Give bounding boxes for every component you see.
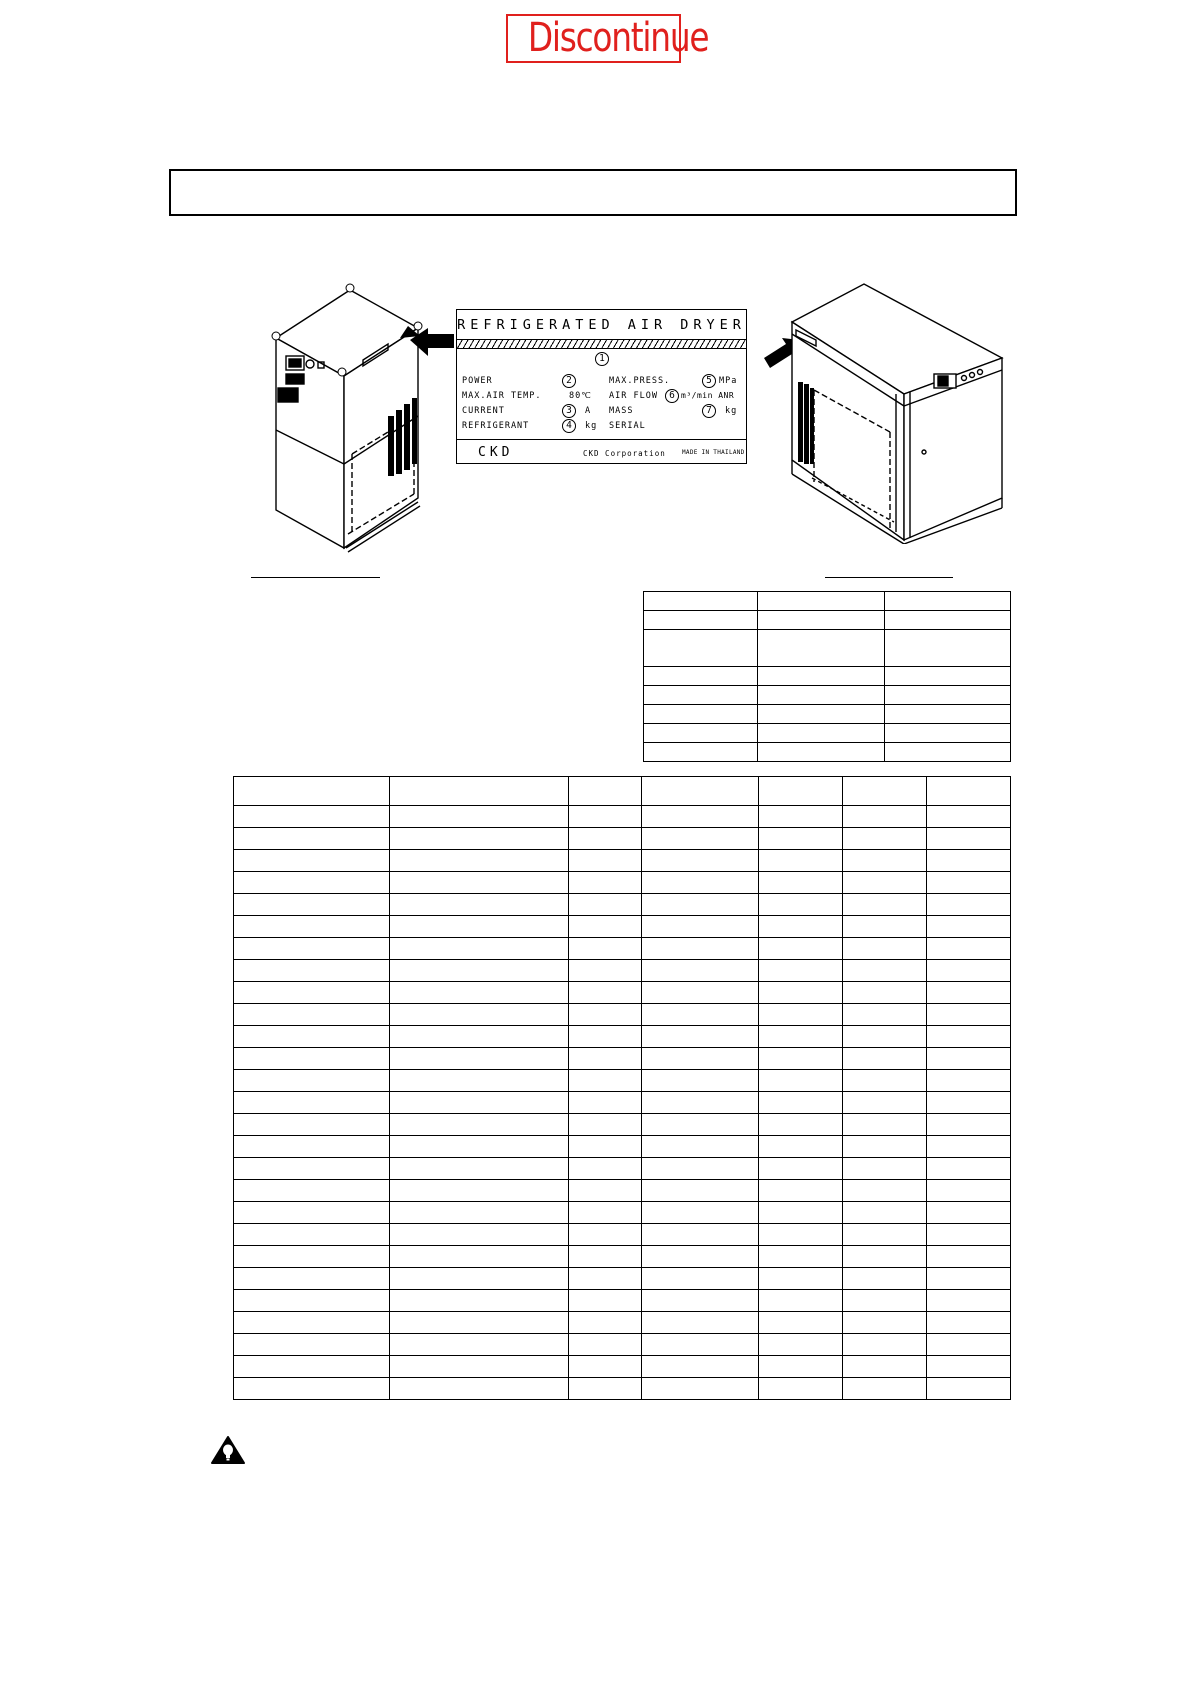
label-power: POWER [462,376,493,386]
table-row [234,1136,1011,1158]
table-row [644,705,1011,724]
table-cell [234,1356,390,1378]
table-cell [926,1114,1010,1136]
table-row [234,1114,1011,1136]
table-row [234,1158,1011,1180]
table-cell [842,916,926,938]
table-cell [926,1312,1010,1334]
table-cell [758,1224,842,1246]
table-cell [390,1334,568,1356]
table-cell [644,724,758,743]
table-cell [884,705,1010,724]
table-cell [926,982,1010,1004]
table-cell [568,1026,641,1048]
table-row [644,724,1011,743]
table-cell [390,1312,568,1334]
table-cell [641,1180,758,1202]
table-cell [842,1312,926,1334]
table-cell [926,1136,1010,1158]
table-cell [234,1070,390,1092]
table-cell [758,1202,842,1224]
table-cell [568,1092,641,1114]
table-cell [926,1092,1010,1114]
table-cell [390,1202,568,1224]
table-row [234,960,1011,982]
table-cell [568,1224,641,1246]
table-cell [390,916,568,938]
figure-right-caption-line [825,577,953,578]
table-row [234,1312,1011,1334]
table-row [644,667,1011,686]
table-row [644,592,1011,611]
table-cell [390,1136,568,1158]
nameplate-origin: MADE IN THAILAND [682,449,745,456]
table-cell [568,938,641,960]
table-row [234,1224,1011,1246]
table-cell [758,1180,842,1202]
table-cell [758,894,842,916]
table-cell [926,1224,1010,1246]
table-cell [926,1158,1010,1180]
table-cell [758,667,884,686]
table-cell [644,686,758,705]
table-cell [390,1026,568,1048]
table-cell [390,777,568,806]
model-spec-table [233,776,1011,1400]
table-row [234,938,1011,960]
small-spec-table [643,591,1011,762]
table-cell [884,724,1010,743]
nameplate-title: REFRIGERATED AIR DRYER [457,317,746,333]
table-cell [568,1290,641,1312]
table-cell [842,1378,926,1400]
table-cell [842,1070,926,1092]
table-cell [234,806,390,828]
table-cell [568,850,641,872]
table-cell [842,1290,926,1312]
unit-max-press: MPa [719,376,738,386]
table-cell [641,806,758,828]
table-cell [926,777,1010,806]
table-cell [641,938,758,960]
table-cell [641,1048,758,1070]
table-cell [641,872,758,894]
table-cell [842,1202,926,1224]
table-cell [390,1356,568,1378]
table-row [234,982,1011,1004]
table-cell [568,1114,641,1136]
table-cell [884,686,1010,705]
table-cell [234,1224,390,1246]
table-cell [842,777,926,806]
table-cell [884,611,1010,630]
table-cell [234,982,390,1004]
table-cell [234,1290,390,1312]
table-cell [234,1026,390,1048]
table-cell [842,1334,926,1356]
arrow-icon [410,328,454,356]
table-row [234,1180,1011,1202]
table-cell [644,667,758,686]
table-cell [568,1202,641,1224]
table-cell [641,1004,758,1026]
table-cell [758,1048,842,1070]
table-cell [644,611,758,630]
table-cell [641,1312,758,1334]
table-cell [926,806,1010,828]
table-cell [842,960,926,982]
table-cell [758,1378,842,1400]
table-cell [884,743,1010,762]
unit-air-flow: m³/min ANR [681,391,735,400]
table-cell [568,916,641,938]
marker-7: 7 [702,404,716,418]
table-cell [641,1070,758,1092]
table-cell [641,1158,758,1180]
table-row [234,850,1011,872]
table-row [644,611,1011,630]
table-row [234,872,1011,894]
table-cell [568,1378,641,1400]
marker-1: 1 [595,352,609,366]
table-cell [234,1004,390,1026]
table-cell [390,828,568,850]
table-cell [390,960,568,982]
discontinue-stamp [506,14,709,63]
table-row [234,1026,1011,1048]
table-row [234,1334,1011,1356]
discontinue-stamp-text: Discontinue [527,15,709,61]
nameplate [456,309,747,464]
table-row [644,743,1011,762]
table-cell [568,1048,641,1070]
label-current: CURRENT [462,406,505,416]
table-cell [390,1070,568,1092]
table-cell [926,1026,1010,1048]
table-row [234,1092,1011,1114]
table-cell [641,1246,758,1268]
table-cell [390,872,568,894]
table-cell [390,1158,568,1180]
table-cell [758,1026,842,1048]
table-cell [758,938,842,960]
table-cell [758,1136,842,1158]
table-cell [641,850,758,872]
table-cell [842,1026,926,1048]
table-cell [641,916,758,938]
table-cell [234,1048,390,1070]
table-cell [234,850,390,872]
table-cell [641,1356,758,1378]
table-cell [641,1092,758,1114]
table-cell [568,1004,641,1026]
label-max-air-temp: MAX.AIR TEMP. [462,391,542,401]
table-cell [644,705,758,724]
table-cell [842,872,926,894]
table-cell [641,894,758,916]
table-cell [758,1092,842,1114]
table-cell [234,1246,390,1268]
table-cell [641,1114,758,1136]
table-cell [842,894,926,916]
marker-4: 4 [562,419,576,433]
table-cell [568,1268,641,1290]
table-cell [390,1004,568,1026]
table-cell [842,982,926,1004]
table-row [234,894,1011,916]
table-row [234,916,1011,938]
table-cell [641,1026,758,1048]
table-cell [390,1114,568,1136]
table-cell [758,1158,842,1180]
table-cell [926,1356,1010,1378]
table-cell [926,828,1010,850]
table-cell [926,1246,1010,1268]
table-cell [641,1378,758,1400]
table-cell [842,1268,926,1290]
nameplate-brand: CKD [478,445,514,460]
table-cell [842,1048,926,1070]
table-cell [758,1356,842,1378]
table-cell [234,960,390,982]
table-row [234,1356,1011,1378]
table-cell [234,1268,390,1290]
table-cell [568,1180,641,1202]
table-cell [842,1114,926,1136]
table-cell [390,1048,568,1070]
table-cell [842,1224,926,1246]
table-cell [234,894,390,916]
table-cell [644,743,758,762]
section-title-box [169,169,1017,216]
table-cell [390,806,568,828]
table-cell [568,1334,641,1356]
table-cell [568,806,641,828]
table-row [234,1048,1011,1070]
table-cell [926,1202,1010,1224]
table-cell [641,828,758,850]
table-cell [234,828,390,850]
table-cell [842,1158,926,1180]
table-cell [568,894,641,916]
table-cell [234,1334,390,1356]
label-air-flow: AIR FLOW [609,391,658,401]
table-cell [758,630,884,667]
table-cell [390,1378,568,1400]
table-cell [234,1378,390,1400]
table-cell [842,850,926,872]
unit-refrigerant: kg [585,421,598,431]
marker-2: 2 [562,374,576,388]
table-cell [758,1290,842,1312]
table-cell [568,1158,641,1180]
table-cell [234,1180,390,1202]
table-cell [568,1246,641,1268]
table-cell [568,1136,641,1158]
table-cell [234,777,390,806]
table-cell [568,872,641,894]
table-cell [641,960,758,982]
nameplate-hatch [457,339,746,349]
table-cell [641,777,758,806]
marker-5: 5 [702,374,716,388]
table-row [234,806,1011,828]
table-cell [234,1312,390,1334]
table-cell [926,850,1010,872]
table-row [234,1070,1011,1092]
table-cell [842,828,926,850]
table-cell [926,1378,1010,1400]
table-cell [758,1004,842,1026]
table-cell [758,1070,842,1092]
table-cell [234,916,390,938]
table-cell [842,938,926,960]
dryer-vertical-icon [268,276,428,556]
table-cell [884,630,1010,667]
table-cell [926,894,1010,916]
nameplate-maker: CKD Corporation [583,449,666,458]
label-max-press: MAX.PRESS. [609,376,671,386]
dryer-horizontal-icon [784,282,1006,544]
table-row [234,1246,1011,1268]
table-row [234,1202,1011,1224]
table-cell [568,1312,641,1334]
table-cell [568,960,641,982]
warning-icon [210,1435,246,1465]
label-mass: MASS [609,406,634,416]
table-cell [641,1224,758,1246]
marker-3: 3 [562,404,576,418]
table-cell [234,1158,390,1180]
table-cell [568,828,641,850]
table-cell [568,1070,641,1092]
table-cell [758,1246,842,1268]
unit-current: A [585,406,592,416]
table-cell [758,850,842,872]
marker-6: 6 [665,389,679,403]
table-cell [390,1246,568,1268]
table-cell [390,1092,568,1114]
table-cell [641,1334,758,1356]
table-cell [390,1268,568,1290]
table-row [234,828,1011,850]
table-cell [842,1246,926,1268]
table-cell [758,1268,842,1290]
table-cell [390,1180,568,1202]
table-cell [926,1334,1010,1356]
unit-mass: kg [725,406,738,416]
table-cell [926,960,1010,982]
table-cell [758,592,884,611]
table-cell [758,611,884,630]
table-cell [842,1092,926,1114]
table-cell [234,1092,390,1114]
table-cell [390,938,568,960]
table-cell [884,667,1010,686]
table-cell [758,982,842,1004]
table-cell [644,592,758,611]
table-cell [390,850,568,872]
table-cell [926,938,1010,960]
table-cell [758,960,842,982]
table-row [644,630,1011,667]
nameplate-divider [457,439,746,440]
table-cell [390,1224,568,1246]
table-row [234,1268,1011,1290]
table-cell [758,916,842,938]
label-serial: SERIAL [609,421,646,431]
table-cell [568,982,641,1004]
table-cell [390,894,568,916]
table-row [234,1378,1011,1400]
table-cell [758,724,884,743]
table-cell [842,1180,926,1202]
table-cell [758,1334,842,1356]
table-cell [758,806,842,828]
table-cell [884,592,1010,611]
table-cell [641,1268,758,1290]
table-cell [234,1202,390,1224]
table-cell [758,705,884,724]
value-max-air-temp: 80℃ [569,391,592,401]
table-cell [842,1136,926,1158]
table-cell [568,777,641,806]
table-cell [758,872,842,894]
table-cell [390,982,568,1004]
label-refrigerant: REFRIGERANT [462,421,530,431]
table-cell [234,938,390,960]
table-cell [842,806,926,828]
table-cell [641,1202,758,1224]
table-cell [641,982,758,1004]
table-cell [234,1114,390,1136]
table-cell [390,1290,568,1312]
table-row [234,777,1011,806]
table-cell [926,872,1010,894]
table-cell [842,1004,926,1026]
table-row [234,1290,1011,1312]
table-row [234,1004,1011,1026]
table-cell [758,1114,842,1136]
table-cell [926,1004,1010,1026]
figure-left-caption-line [251,577,380,578]
table-cell [926,1180,1010,1202]
table-row [644,686,1011,705]
table-cell [926,1268,1010,1290]
table-cell [926,1048,1010,1070]
table-cell [644,630,758,667]
table-cell [758,1312,842,1334]
table-cell [758,686,884,705]
table-cell [234,872,390,894]
table-cell [234,1136,390,1158]
table-cell [758,743,884,762]
table-cell [842,1356,926,1378]
table-cell [758,828,842,850]
table-cell [926,1290,1010,1312]
table-cell [641,1136,758,1158]
table-cell [641,1290,758,1312]
table-cell [568,1356,641,1378]
table-cell [926,916,1010,938]
table-cell [926,1070,1010,1092]
table-cell [758,777,842,806]
